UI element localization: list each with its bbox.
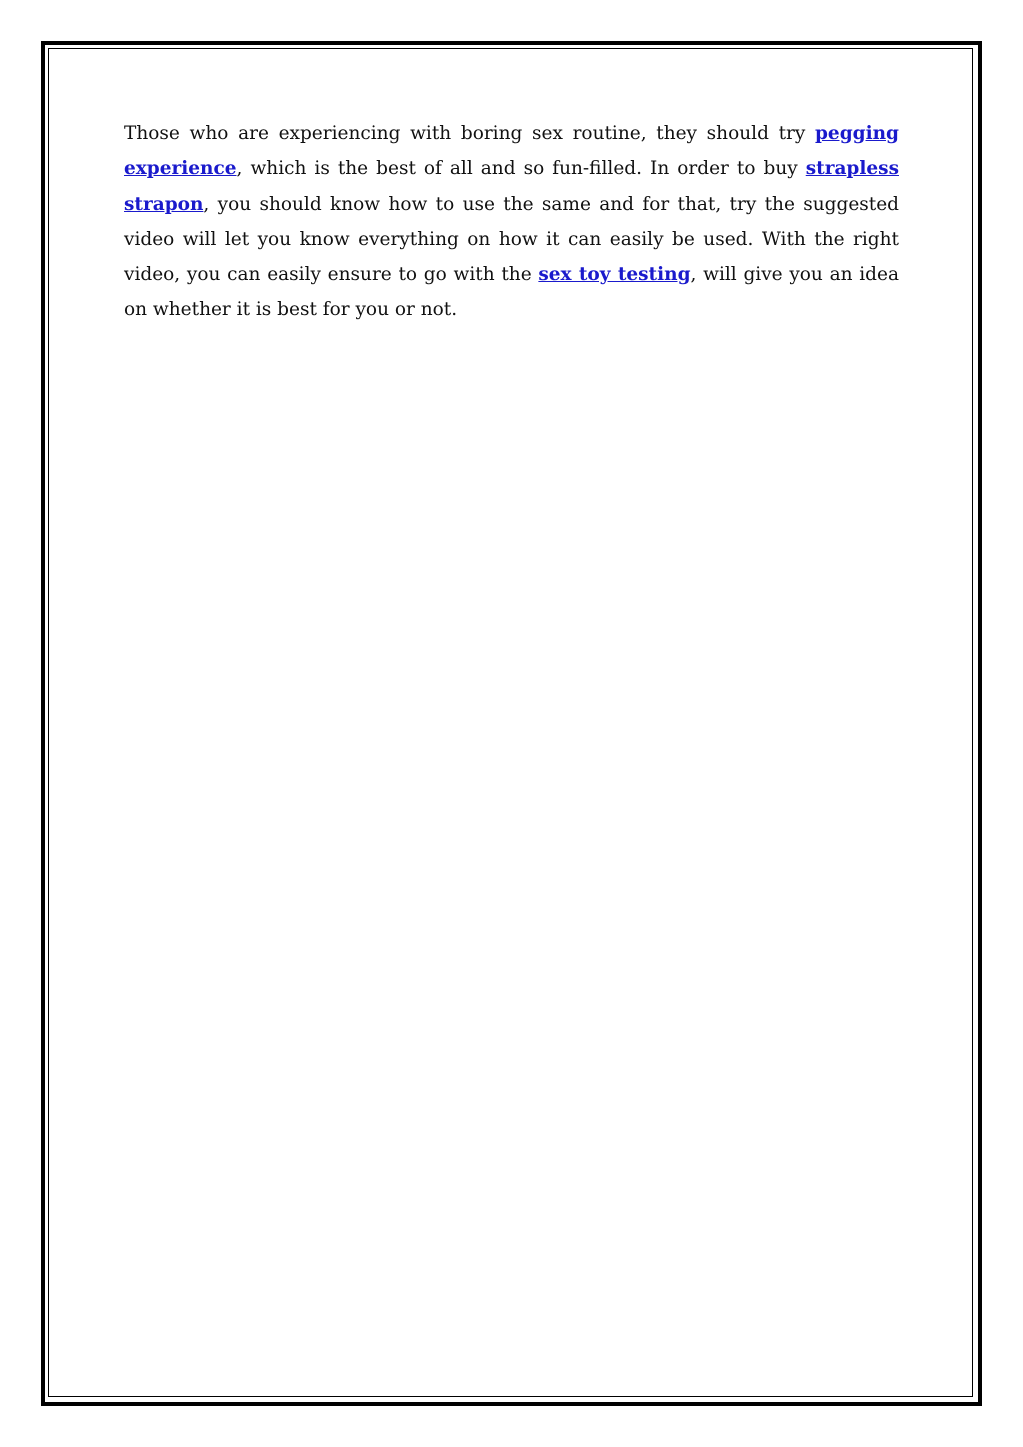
link-strapless-strapon[interactable]: strapless strapon xyxy=(124,158,899,215)
paragraph-text-2: , which is the best of all and so fun-filled. In order to buy xyxy=(236,158,806,180)
body-paragraph xyxy=(124,116,899,328)
paragraph-text-1: Those who are experiencing with boring sex routine, they should try xyxy=(124,123,815,144)
link-pegging-experience[interactable]: pegging experience xyxy=(124,123,899,180)
paragraph-text-3: , you should know how to use the same and for that, try the suggested video will let you know everything on how it can easily be used. With the right video, you can easily ensure to go with the xyxy=(124,193,899,286)
link-sex-toy-testing[interactable]: sex toy testing xyxy=(538,264,691,286)
paragraph-text-4: , will give you an idea on whether it is best for you or not. xyxy=(124,264,900,321)
